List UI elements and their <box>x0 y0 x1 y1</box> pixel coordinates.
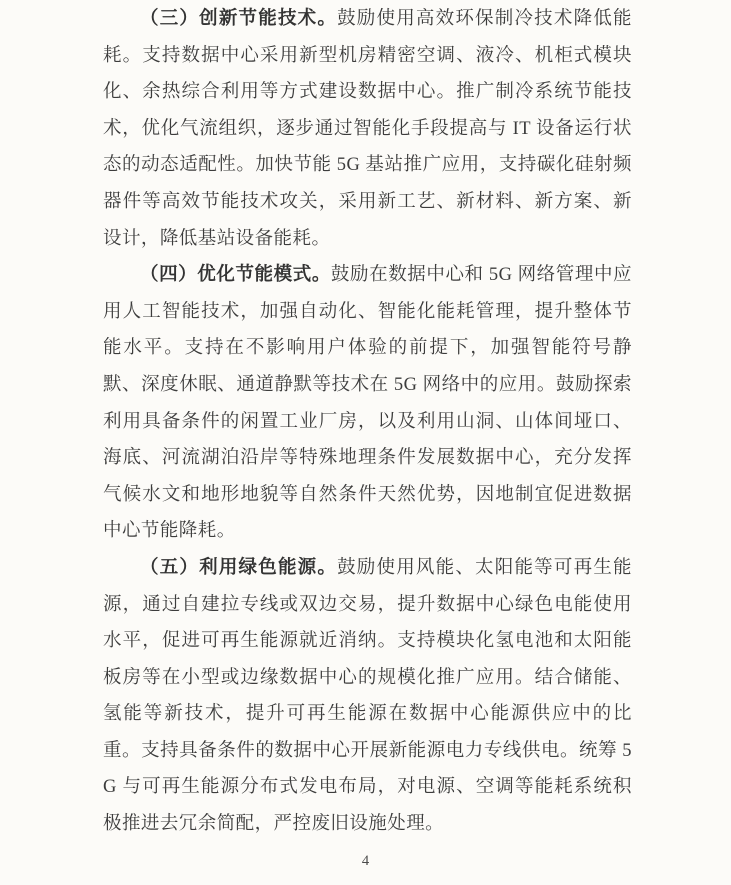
paragraph-heading: （五）利用绿色能源。 <box>140 557 338 578</box>
paragraph-heading: （三）创新节能技术。 <box>140 9 338 29</box>
paragraph-text: 鼓励使用高效环保制冷技术降低能耗。支持数据中心采用新型机房精密空调、液冷、机柜式模块化、余热综合利用等方式建设数据中心。推广制冷系统节能技术，优化气流组织，逐步通过智能化手段提高与 IT 设备运行状态的动态适配性。加快节能 5G 基站推广应用，支持碳化硅射频器件等高效节能技术攻关，采用新工艺、新材料、新方案、新设计，降低基站设备能耗。 <box>103 9 632 249</box>
paragraph-text: 鼓励在数据中心和 5G 网络管理中应用人工智能技术，加强自动化、智能化能耗管理，提升整体节能水平。支持在不影响用户体验的前提下，加强智能符号静默、深度休眠、通道静默等技术在 5G 网络中的应用。鼓励探索利用具备条件的闲置工业厂房，以及利用山洞、山体间垭口、海底、河流湖泊沿岸等特殊地理条件发展数据中心，充分发挥气候水文和地形地貌等自然条件天然优势，因地制宜促进数据中心节能降耗。 <box>103 265 632 542</box>
paragraph-section-3 <box>103 1 632 257</box>
document-body <box>103 1 632 843</box>
paragraph-text: 鼓励使用风能、太阳能等可再生能源，通过自建拉专线或双边交易，提升数据中心绿色电能使用水平，促进可再生能源就近消纳。支持模块化氢电池和太阳能板房等在小型或边缘数据中心的规模化推广应用。结合储能、氢能等新技术，提升可再生能源在数据中心能源供应中的比重。支持具备条件的数据中心开展新能源电力专线供电。统筹 5G 与可再生能源分布式发电布局，对电源、空调等能耗系统积极推进去冗余简配，严控废旧设施处理。 <box>103 557 632 835</box>
paragraph-heading: （四）优化节能模式。 <box>140 265 331 286</box>
page-number: 4 <box>361 853 370 869</box>
paragraph-section-5 <box>103 550 632 843</box>
paragraph-section-4 <box>103 257 632 550</box>
